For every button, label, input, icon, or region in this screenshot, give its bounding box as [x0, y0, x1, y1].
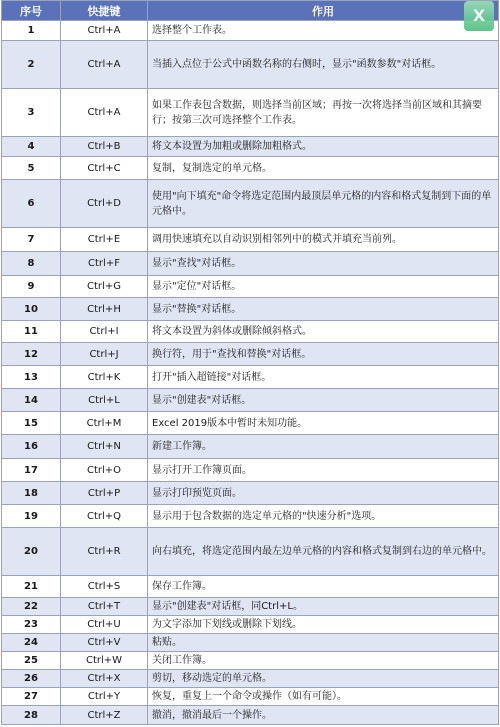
- table-row: [2, 89, 499, 137]
- header-shortcut: 快捷键: [61, 1, 148, 21]
- row-index: 5: [2, 157, 61, 180]
- row-index: 25: [2, 652, 61, 670]
- row-shortcut: Ctrl+W: [61, 652, 148, 670]
- table-row: [2, 505, 499, 528]
- row-index: 21: [2, 576, 61, 598]
- table-row: [2, 616, 499, 634]
- row-index: 9: [2, 276, 61, 298]
- row-function: 显示"定位"对话框。: [148, 276, 499, 298]
- row-shortcut: Ctrl+M: [61, 412, 148, 435]
- table-row: [2, 528, 499, 576]
- row-function: 显示"创建表"对话框。: [148, 389, 499, 412]
- table-row: [2, 688, 499, 706]
- row-function: 显示用于包含数据的选定单元格的"快速分析"选项。: [148, 505, 499, 528]
- row-function: 撤消，撤消最后一个操作。: [148, 706, 499, 725]
- row-shortcut: Ctrl+Y: [61, 688, 148, 706]
- row-index: 26: [2, 670, 61, 688]
- table-row: [2, 228, 499, 252]
- table-row: [2, 482, 499, 505]
- row-index: 13: [2, 366, 61, 389]
- row-function: 剪切，移动选定的单元格。: [148, 670, 499, 688]
- row-function: 复制，复制选定的单元格。: [148, 157, 499, 180]
- row-function: Excel 2019版本中暂时未知功能。: [148, 412, 499, 435]
- table-row: [2, 652, 499, 670]
- row-function: 打开"插入超链接"对话框。: [148, 366, 499, 389]
- table-row: [2, 298, 499, 321]
- row-index: 20: [2, 528, 61, 576]
- row-function: 显示"查找"对话框。: [148, 252, 499, 276]
- row-function: 显示打开工作簿页面。: [148, 459, 499, 482]
- header-function: 作用: [148, 1, 499, 21]
- row-shortcut: Ctrl+J: [61, 343, 148, 366]
- row-index: 1: [2, 21, 61, 41]
- row-index: 22: [2, 598, 61, 616]
- table-row: [2, 389, 499, 412]
- table-row: [2, 21, 499, 41]
- row-shortcut: Ctrl+F: [61, 252, 148, 276]
- row-index: 6: [2, 180, 61, 228]
- row-function: 为文字添加下划线或删除下划线。: [148, 616, 499, 634]
- row-index: 24: [2, 634, 61, 652]
- row-shortcut: Ctrl+N: [61, 435, 148, 459]
- row-index: 16: [2, 435, 61, 459]
- row-shortcut: Ctrl+G: [61, 276, 148, 298]
- row-index: 8: [2, 252, 61, 276]
- table-row: [2, 321, 499, 343]
- row-function: 显示打印预览页面。: [148, 482, 499, 505]
- row-index: 4: [2, 137, 61, 157]
- row-shortcut: Ctrl+T: [61, 598, 148, 616]
- row-shortcut: Ctrl+K: [61, 366, 148, 389]
- row-function: 向右填充，将选定范围内最左边单元格的内容和格式复制到右边的单元格中。: [148, 528, 499, 576]
- row-index: 19: [2, 505, 61, 528]
- table-row: [2, 41, 499, 89]
- table-row: [2, 670, 499, 688]
- row-index: 23: [2, 616, 61, 634]
- row-shortcut: Ctrl+V: [61, 634, 148, 652]
- table-row: [2, 634, 499, 652]
- table-row: [2, 435, 499, 459]
- row-index: 14: [2, 389, 61, 412]
- header-index: 序号: [2, 1, 61, 21]
- table-row: [2, 157, 499, 180]
- row-index: 7: [2, 228, 61, 252]
- row-shortcut: Ctrl+Z: [61, 706, 148, 725]
- row-function: 选择整个工作表。: [148, 21, 499, 41]
- row-shortcut: Ctrl+X: [61, 670, 148, 688]
- table-row: [2, 276, 499, 298]
- row-function: 将文本设置为斜体或删除倾斜格式。: [148, 321, 499, 343]
- table-row: [2, 576, 499, 598]
- row-shortcut: Ctrl+A: [61, 21, 148, 41]
- row-function: 显示"创建表"对话框，同Ctrl+L。: [148, 598, 499, 616]
- row-index: 28: [2, 706, 61, 725]
- row-function: 新建工作簿。: [148, 435, 499, 459]
- shortcut-table: [1, 0, 499, 725]
- table-row: [2, 252, 499, 276]
- row-shortcut: Ctrl+C: [61, 157, 148, 180]
- row-shortcut: Ctrl+B: [61, 137, 148, 157]
- row-function: 如果工作表包含数据，则选择当前区域；再按一次将选择当前区域和其摘要行；按第三次可选择整个工作表。: [148, 89, 499, 137]
- row-shortcut: Ctrl+A: [61, 89, 148, 137]
- table-body: [2, 21, 499, 725]
- table-row: [2, 137, 499, 157]
- row-shortcut: Ctrl+H: [61, 298, 148, 321]
- row-index: 18: [2, 482, 61, 505]
- row-shortcut: Ctrl+P: [61, 482, 148, 505]
- table-header: [2, 1, 499, 21]
- row-index: 11: [2, 321, 61, 343]
- row-index: 2: [2, 41, 61, 89]
- table-row: [2, 598, 499, 616]
- row-function: 恢复，重复上一个命令或操作（如有可能）。: [148, 688, 499, 706]
- table-row: [2, 412, 499, 435]
- row-shortcut: Ctrl+O: [61, 459, 148, 482]
- row-shortcut: Ctrl+D: [61, 180, 148, 228]
- row-index: 12: [2, 343, 61, 366]
- table-row: [2, 366, 499, 389]
- row-shortcut: Ctrl+S: [61, 576, 148, 598]
- row-shortcut: Ctrl+Q: [61, 505, 148, 528]
- row-function: 关闭工作簿。: [148, 652, 499, 670]
- table-row: [2, 343, 499, 366]
- row-shortcut: Ctrl+E: [61, 228, 148, 252]
- row-function: 当插入点位于公式中函数名称的右侧时，显示"函数参数"对话框。: [148, 41, 499, 89]
- row-index: 17: [2, 459, 61, 482]
- row-function: 粘贴。: [148, 634, 499, 652]
- row-function: 换行符，用于"查找和替换"对话框。: [148, 343, 499, 366]
- row-index: 3: [2, 89, 61, 137]
- row-function: 调用快速填充以自动识别相邻列中的模式并填充当前列。: [148, 228, 499, 252]
- table-row: [2, 180, 499, 228]
- row-function: 保存工作簿。: [148, 576, 499, 598]
- table-row: [2, 706, 499, 725]
- row-shortcut: Ctrl+I: [61, 321, 148, 343]
- row-shortcut: Ctrl+R: [61, 528, 148, 576]
- header-row: [2, 1, 499, 21]
- row-function: 使用"向下填充"命令将选定范围内最顶层单元格的内容和格式复制到下面的单元格中。: [148, 180, 499, 228]
- row-index: 15: [2, 412, 61, 435]
- table-row: [2, 459, 499, 482]
- row-index: 10: [2, 298, 61, 321]
- row-shortcut: Ctrl+A: [61, 41, 148, 89]
- row-shortcut: Ctrl+U: [61, 616, 148, 634]
- row-function: 将文本设置为加粗或删除加粗格式。: [148, 137, 499, 157]
- excel-logo-icon: X: [464, 1, 494, 31]
- row-shortcut: Ctrl+L: [61, 389, 148, 412]
- row-index: 27: [2, 688, 61, 706]
- row-function: 显示"替换"对话框。: [148, 298, 499, 321]
